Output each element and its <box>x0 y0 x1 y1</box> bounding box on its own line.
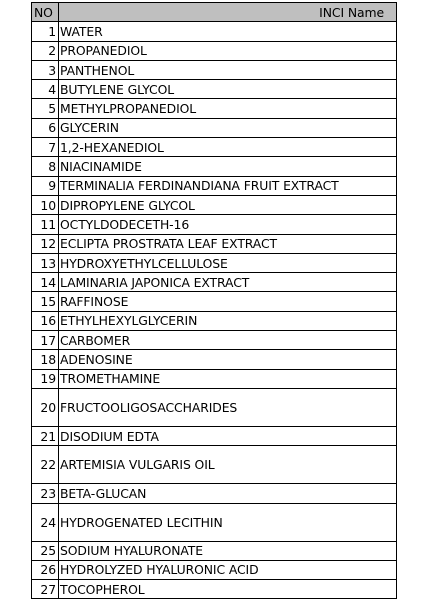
ingredient-name: BUTYLENE GLYCOL <box>59 80 397 99</box>
table-row <box>32 22 397 41</box>
table-row <box>32 311 397 330</box>
table-row <box>32 369 397 388</box>
ingredient-name: FRUCTOOLIGOSACCHARIDES <box>59 388 397 426</box>
table-row <box>32 138 397 157</box>
row-number: 4 <box>32 80 59 99</box>
row-number: 13 <box>32 253 59 272</box>
ingredient-name: NIACINAMIDE <box>59 157 397 176</box>
row-number: 12 <box>32 234 59 253</box>
ingredient-name: TROMETHAMINE <box>59 369 397 388</box>
ingredient-name: ADENOSINE <box>59 350 397 369</box>
row-number: 19 <box>32 369 59 388</box>
table-row <box>32 331 397 350</box>
row-number: 9 <box>32 176 59 195</box>
row-number: 25 <box>32 541 59 560</box>
table-row <box>32 541 397 560</box>
row-number: 10 <box>32 195 59 214</box>
ingredient-name: ARTEMISIA VULGARIS OIL <box>59 446 397 484</box>
ingredient-name: DIPROPYLENE GLYCOL <box>59 195 397 214</box>
table-row <box>32 215 397 234</box>
table-row <box>32 60 397 79</box>
ingredient-name: 1,2-HEXANEDIOL <box>59 138 397 157</box>
ingredient-name: HYDROXYETHYLCELLULOSE <box>59 253 397 272</box>
ingredient-name: HYDROGENATED LECITHIN <box>59 503 397 541</box>
ingredient-name: LAMINARIA JAPONICA EXTRACT <box>59 273 397 292</box>
ingredient-name: GLYCERIN <box>59 118 397 137</box>
table-row <box>32 560 397 579</box>
ingredient-name: RAFFINOSE <box>59 292 397 311</box>
table-row <box>32 118 397 137</box>
ingredient-name: BETA-GLUCAN <box>59 484 397 503</box>
row-number: 23 <box>32 484 59 503</box>
row-number: 24 <box>32 503 59 541</box>
header-no: NO <box>32 3 59 22</box>
ingredient-name: CARBOMER <box>59 331 397 350</box>
table-row <box>32 503 397 541</box>
ingredient-name: WATER <box>59 22 397 41</box>
ingredient-name: HYDROLYZED HYALURONIC ACID <box>59 560 397 579</box>
ingredient-name: PROPANEDIOL <box>59 41 397 60</box>
table-row <box>32 446 397 484</box>
table-row <box>32 176 397 195</box>
table-row <box>32 273 397 292</box>
table-row <box>32 234 397 253</box>
row-number: 6 <box>32 118 59 137</box>
row-number: 14 <box>32 273 59 292</box>
row-number: 11 <box>32 215 59 234</box>
ingredient-name: OCTYLDODECETH-16 <box>59 215 397 234</box>
row-number: 1 <box>32 22 59 41</box>
table-row <box>32 195 397 214</box>
row-number: 22 <box>32 446 59 484</box>
table-row <box>32 99 397 118</box>
table-row <box>32 157 397 176</box>
ingredient-name: SODIUM HYALURONATE <box>59 541 397 560</box>
row-number: 3 <box>32 60 59 79</box>
table-header-row <box>32 3 397 22</box>
ingredient-name: PANTHENOL <box>59 60 397 79</box>
row-number: 21 <box>32 426 59 445</box>
row-number: 7 <box>32 138 59 157</box>
row-number: 8 <box>32 157 59 176</box>
row-number: 26 <box>32 560 59 579</box>
table-row <box>32 580 397 599</box>
header-inci-name: INCI Name <box>59 3 397 22</box>
table-row <box>32 253 397 272</box>
row-number: 2 <box>32 41 59 60</box>
inci-table <box>31 2 397 599</box>
row-number: 15 <box>32 292 59 311</box>
row-number: 18 <box>32 350 59 369</box>
table-row <box>32 80 397 99</box>
row-number: 16 <box>32 311 59 330</box>
table-row <box>32 41 397 60</box>
row-number: 20 <box>32 388 59 426</box>
row-number: 5 <box>32 99 59 118</box>
ingredient-name: TOCOPHEROL <box>59 580 397 599</box>
table-row <box>32 350 397 369</box>
ingredient-name: DISODIUM EDTA <box>59 426 397 445</box>
table-row <box>32 388 397 426</box>
ingredient-name: ETHYLHEXYLGLYCERIN <box>59 311 397 330</box>
ingredient-name: ECLIPTA PROSTRATA LEAF EXTRACT <box>59 234 397 253</box>
ingredient-name: METHYLPROPANEDIOL <box>59 99 397 118</box>
table-row <box>32 426 397 445</box>
row-number: 17 <box>32 331 59 350</box>
ingredient-name: TERMINALIA FERDINANDIANA FRUIT EXTRACT <box>59 176 397 195</box>
table-row <box>32 484 397 503</box>
table-row <box>32 292 397 311</box>
row-number: 27 <box>32 580 59 599</box>
